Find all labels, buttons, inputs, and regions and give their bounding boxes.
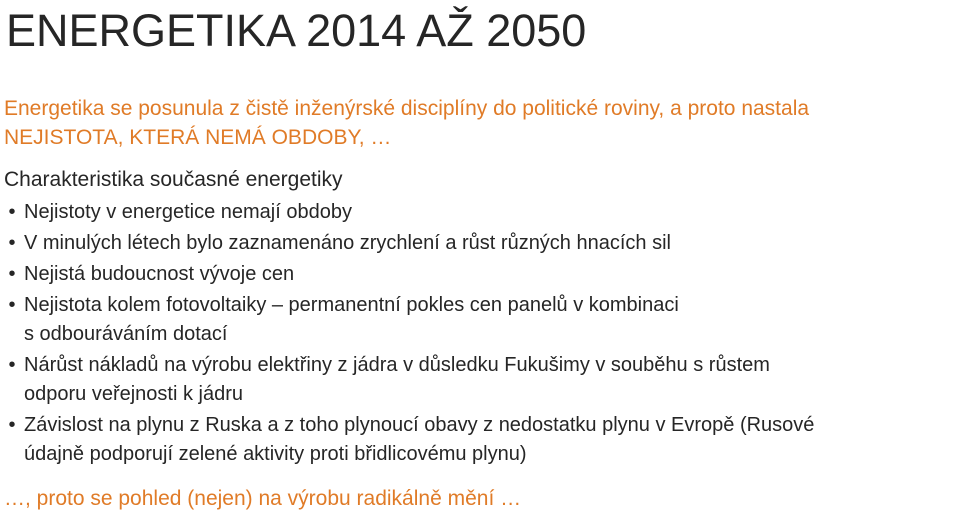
bullet-text: Nejistota kolem fotovoltaiky – permanentní pokles cen panelů v kombinaci (24, 294, 679, 316)
bullet-text: Nejistoty v energetice nemají obdoby (24, 201, 352, 223)
bullet-item (0, 229, 960, 258)
bullet-text-continuation: s odbouráváním dotací (24, 323, 228, 345)
slide-title: ENERGETIKA 2014 AŽ 2050 (6, 5, 587, 56)
bullet-text: Nejistá budoucnost vývoje cen (24, 263, 295, 285)
bullet-text-continuation: údajně podporují zelené aktivity proti břidlicovému plynu) (24, 443, 527, 465)
bullet-item (0, 260, 960, 289)
intro-line: NEJISTOTA, KTERÁ NEMÁ OBDOBY, … (4, 126, 392, 149)
bullet-item (0, 351, 960, 409)
bullet-text: Závislost na plynu z Ruska a z toho plynoucí obavy z nedostatku plynu v Evropě (Rusové (24, 414, 815, 436)
bullet-text: Nárůst nákladů na výrobu elektřiny z jádra v důsledku Fukušimy v souběhu s růstem (24, 354, 770, 376)
bullet-icon: • (8, 414, 16, 436)
section-heading: Charakteristika současné energetiky (4, 168, 343, 191)
bullet-icon: • (8, 294, 16, 316)
intro-text (4, 94, 954, 152)
bullet-list (0, 198, 960, 471)
bullet-text: V minulých létech bylo zaznamenáno zrychlení a růst různých hnacích sil (24, 232, 671, 254)
bullet-icon: • (8, 201, 16, 223)
intro-line: Energetika se posunula z čistě inženýrské disciplíny do politické roviny, a proto nastala (4, 97, 810, 120)
bullet-item (0, 411, 960, 469)
bullet-icon: • (8, 263, 16, 285)
bullet-icon: • (8, 354, 16, 376)
bullet-icon: • (8, 232, 16, 254)
outro-text: …, proto se pohled (nejen) na výrobu radikálně mění … (4, 487, 522, 510)
bullet-item (0, 198, 960, 227)
bullet-text-continuation: odporu veřejnosti k jádru (24, 383, 244, 405)
bullet-item (0, 291, 960, 349)
